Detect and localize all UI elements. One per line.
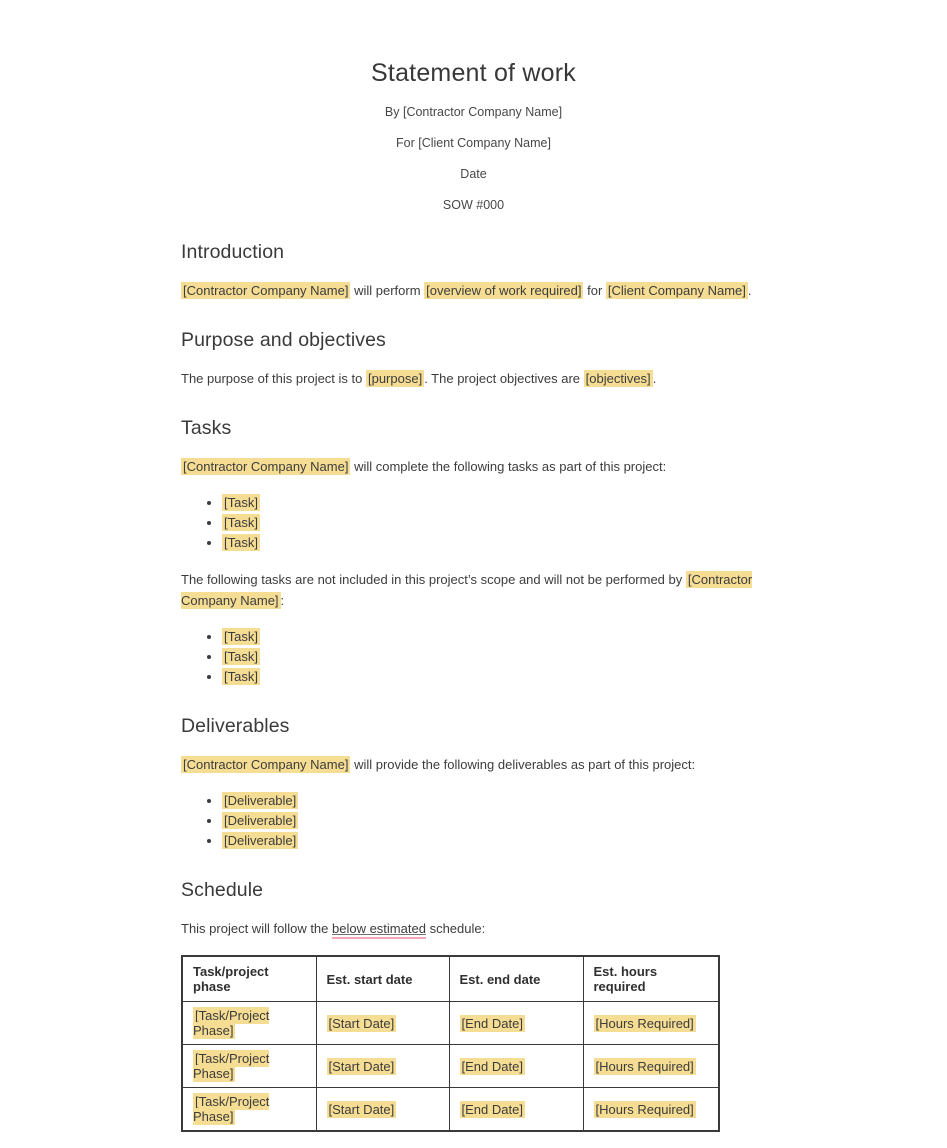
deliverable-placeholder[interactable]: [Deliverable] <box>224 813 297 828</box>
table-cell <box>316 1088 449 1132</box>
list-item <box>222 493 766 513</box>
column-header-task-phase: Task/project phase <box>182 956 316 1002</box>
task-placeholder[interactable]: [Task] <box>224 649 258 664</box>
introduction-paragraph <box>181 280 766 301</box>
placeholder-highlight[interactable]: [Contractor Company Name] <box>183 283 349 298</box>
text-segment: for <box>583 283 606 298</box>
end-date-placeholder[interactable]: [End Date] <box>461 1058 523 1074</box>
section-heading-schedule: Schedule <box>181 879 264 901</box>
placeholder-highlight[interactable]: [Contractor Company Name] <box>181 572 753 608</box>
section-heading-purpose: Purpose and objectives <box>181 329 386 351</box>
tasks-included-intro <box>181 456 766 477</box>
start-date-placeholder[interactable]: [Start Date] <box>328 1058 395 1074</box>
table-cell <box>316 1045 449 1088</box>
deliverables-list <box>181 791 766 851</box>
column-header-hours: Est. hours required <box>583 956 719 1002</box>
table-row <box>182 1088 719 1132</box>
start-date-placeholder[interactable]: [Start Date] <box>328 1101 395 1117</box>
section-heading-introduction: Introduction <box>181 241 285 263</box>
hours-required-placeholder[interactable]: [Hours Required] <box>595 1101 694 1117</box>
task-placeholder[interactable]: [Task] <box>224 535 258 550</box>
sow-number: SOW #000 <box>442 198 505 212</box>
list-item <box>222 647 766 667</box>
deliverable-placeholder[interactable]: [Deliverable] <box>224 833 297 848</box>
task-placeholder[interactable]: [Task] <box>224 669 258 684</box>
schedule-intro <box>181 918 766 939</box>
end-date-placeholder[interactable]: [End Date] <box>461 1015 523 1031</box>
placeholder-highlight[interactable]: [purpose] <box>367 371 423 386</box>
list-item <box>222 811 766 831</box>
text-segment: : <box>280 593 285 608</box>
text-segment: will provide the following deliverables as part of this project: <box>350 757 696 772</box>
task-phase-placeholder[interactable]: [Task/Project Phase] <box>193 1008 270 1038</box>
column-header-start-date: Est. start date <box>316 956 449 1002</box>
task-placeholder[interactable]: [Task] <box>224 495 258 510</box>
list-item <box>222 533 766 553</box>
tasks-included-list <box>181 493 766 553</box>
table-cell <box>182 1088 316 1132</box>
text-segment: . The project objectives are <box>424 371 584 386</box>
deliverables-intro <box>181 754 766 775</box>
placeholder-highlight[interactable]: [objectives] <box>585 371 651 386</box>
table-cell <box>449 1088 583 1132</box>
table-row <box>182 1045 719 1088</box>
byline-contractor: By [Contractor Company Name] <box>384 105 563 119</box>
end-date-placeholder[interactable]: [End Date] <box>461 1101 523 1117</box>
purpose-paragraph <box>181 368 766 389</box>
text-segment: This project will follow the <box>181 921 332 936</box>
start-date-placeholder[interactable]: [Start Date] <box>328 1015 395 1031</box>
text-segment: The following tasks are not included in this project’s scope and will not be performed by <box>181 572 686 587</box>
list-item <box>222 667 766 687</box>
list-item <box>222 791 766 811</box>
placeholder-highlight[interactable]: [overview of work required] <box>426 283 582 298</box>
schedule-table <box>181 955 720 1132</box>
sow-document <box>181 0 766 1132</box>
table-header-row <box>182 956 719 1002</box>
placeholder-highlight[interactable]: [Contractor Company Name] <box>183 757 349 772</box>
section-heading-deliverables: Deliverables <box>181 715 290 737</box>
tasks-excluded-intro <box>181 569 766 611</box>
grammar-suggestion-underline[interactable]: below estimated <box>332 921 426 939</box>
document-header <box>181 58 766 213</box>
task-phase-placeholder[interactable]: [Task/Project Phase] <box>193 1094 270 1124</box>
text-segment: . <box>652 371 657 386</box>
table-cell <box>583 1088 719 1132</box>
table-cell <box>316 1002 449 1045</box>
hours-required-placeholder[interactable]: [Hours Required] <box>595 1015 694 1031</box>
table-cell <box>583 1002 719 1045</box>
byline-client: For [Client Company Name] <box>396 136 551 150</box>
column-header-end-date: Est. end date <box>449 956 583 1002</box>
hours-required-placeholder[interactable]: [Hours Required] <box>595 1058 694 1074</box>
placeholder-highlight[interactable]: [Client Company Name] <box>607 283 746 298</box>
task-placeholder[interactable]: [Task] <box>224 515 258 530</box>
text-segment: The purpose of this project is to <box>181 371 366 386</box>
deliverable-placeholder[interactable]: [Deliverable] <box>224 793 297 808</box>
table-cell <box>583 1045 719 1088</box>
section-heading-tasks: Tasks <box>181 417 232 439</box>
list-item <box>222 627 766 647</box>
text-segment: will perform <box>350 283 425 298</box>
table-cell <box>449 1045 583 1088</box>
text-segment: schedule: <box>425 921 486 936</box>
table-cell <box>182 1045 316 1088</box>
table-row <box>182 1002 719 1045</box>
date-line: Date <box>460 167 487 181</box>
text-segment: . <box>747 283 752 298</box>
list-item <box>222 513 766 533</box>
task-placeholder[interactable]: [Task] <box>224 629 258 644</box>
document-title: Statement of work <box>371 59 576 87</box>
table-cell <box>449 1002 583 1045</box>
table-cell <box>182 1002 316 1045</box>
task-phase-placeholder[interactable]: [Task/Project Phase] <box>193 1051 270 1081</box>
tasks-excluded-list <box>181 627 766 687</box>
text-segment: will complete the following tasks as part of this project: <box>350 459 667 474</box>
list-item <box>222 831 766 851</box>
placeholder-highlight[interactable]: [Contractor Company Name] <box>183 459 349 474</box>
